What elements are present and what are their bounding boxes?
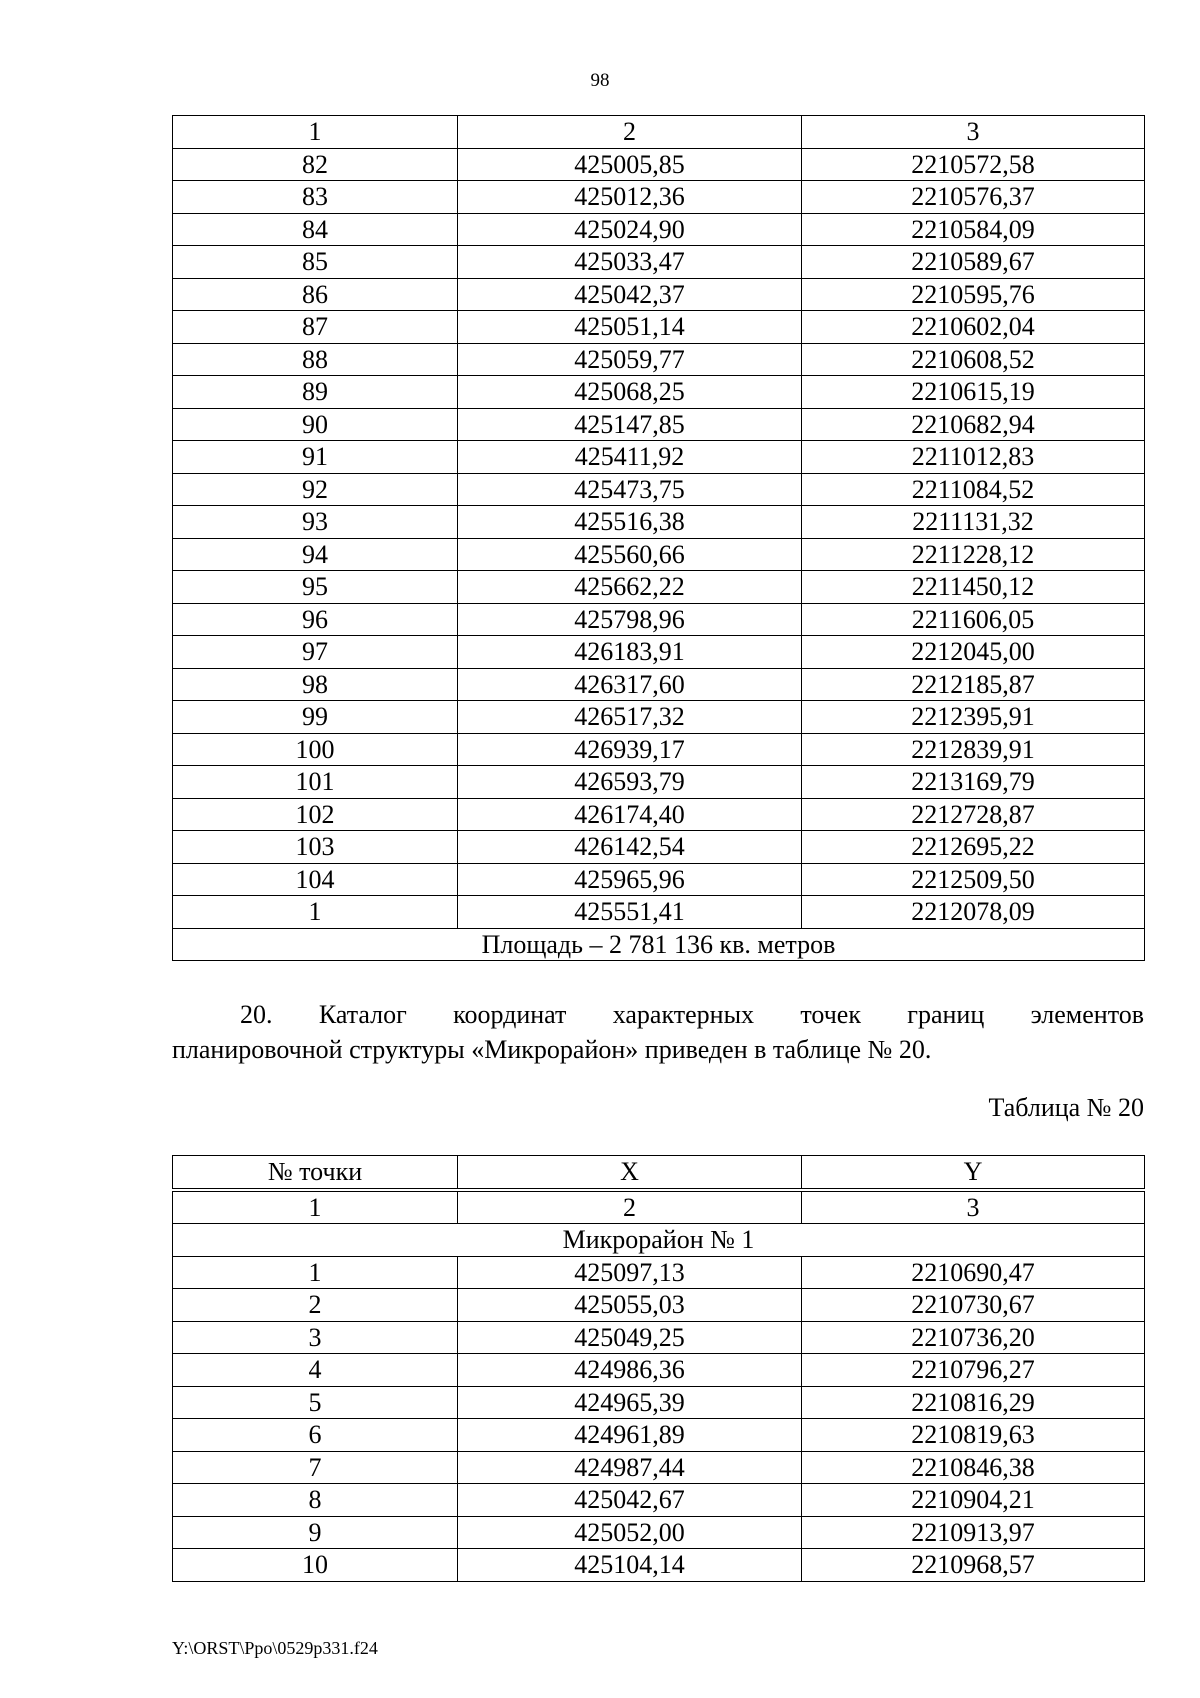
y-coordinate-cell: 2210819,63: [802, 1419, 1145, 1452]
table-row: [173, 1484, 1145, 1517]
point-number-cell: 87: [173, 311, 458, 344]
table-row: [173, 473, 1145, 506]
x-coordinate-cell: 425104,14: [458, 1549, 802, 1582]
x-coordinate-cell: 425042,67: [458, 1484, 802, 1517]
y-coordinate-cell: 2210796,27: [802, 1354, 1145, 1387]
table-row: [173, 1321, 1145, 1354]
y-coordinate-cell: 2212839,91: [802, 733, 1145, 766]
column-number-cell: 2: [458, 1190, 802, 1224]
y-coordinate-cell: 2210913,97: [802, 1516, 1145, 1549]
table-row: [173, 798, 1145, 831]
y-coordinate-cell: 2210584,09: [802, 213, 1145, 246]
area-note: Площадь – 2 781 136 кв. метров: [173, 928, 1145, 961]
table-row: [173, 1386, 1145, 1419]
x-coordinate-cell: 425049,25: [458, 1321, 802, 1354]
point-number-cell: 89: [173, 376, 458, 409]
x-coordinate-cell: 425473,75: [458, 473, 802, 506]
table-row: [173, 668, 1145, 701]
y-coordinate-cell: 2210904,21: [802, 1484, 1145, 1517]
x-coordinate-cell: 426142,54: [458, 831, 802, 864]
header-point-number: № точки: [173, 1156, 458, 1190]
y-coordinate-cell: 2212395,91: [802, 701, 1145, 734]
table-row: [173, 1451, 1145, 1484]
x-coordinate-cell: 425560,66: [458, 538, 802, 571]
y-coordinate-cell: 2212185,87: [802, 668, 1145, 701]
y-coordinate-cell: 2211450,12: [802, 571, 1145, 604]
point-number-cell: 6: [173, 1419, 458, 1452]
x-coordinate-cell: 425005,85: [458, 148, 802, 181]
y-coordinate-cell: 2210602,04: [802, 311, 1145, 344]
column-number-cell: 3: [802, 116, 1145, 149]
table-row: [173, 506, 1145, 539]
x-coordinate-cell: 425052,00: [458, 1516, 802, 1549]
y-coordinate-cell: 2211084,52: [802, 473, 1145, 506]
x-coordinate-cell: 424965,39: [458, 1386, 802, 1419]
table-row: [173, 701, 1145, 734]
y-coordinate-cell: 2210736,20: [802, 1321, 1145, 1354]
y-coordinate-cell: 2210572,58: [802, 148, 1145, 181]
x-coordinate-cell: 425012,36: [458, 181, 802, 214]
table-row: [173, 213, 1145, 246]
table-row: [173, 1516, 1145, 1549]
table-row: [173, 1289, 1145, 1322]
point-number-cell: 84: [173, 213, 458, 246]
table-row: [173, 1419, 1145, 1452]
point-number-cell: 103: [173, 831, 458, 864]
point-number-cell: 98: [173, 668, 458, 701]
point-number-cell: 95: [173, 571, 458, 604]
point-number-cell: 3: [173, 1321, 458, 1354]
catalog-paragraph: [172, 997, 1144, 1067]
column-number-cell: 1: [173, 116, 458, 149]
y-coordinate-cell: 2210589,67: [802, 246, 1145, 279]
table-column-numbers-row: [173, 1190, 1145, 1224]
section-title-row: [173, 1224, 1145, 1257]
x-coordinate-cell: 426517,32: [458, 701, 802, 734]
table-row: [173, 831, 1145, 864]
table-row: [173, 441, 1145, 474]
table-row: [173, 766, 1145, 799]
point-number-cell: 5: [173, 1386, 458, 1419]
x-coordinate-cell: 425051,14: [458, 311, 802, 344]
file-path-footer: Y:\ORST\Ppo\0529p331.f24: [172, 1638, 378, 1658]
x-coordinate-cell: 425798,96: [458, 603, 802, 636]
point-number-cell: 1: [173, 896, 458, 929]
y-coordinate-cell: 2212045,00: [802, 636, 1145, 669]
x-coordinate-cell: 425097,13: [458, 1256, 802, 1289]
coordinates-table-continued: [172, 115, 1145, 961]
table-row: [173, 376, 1145, 409]
y-coordinate-cell: 2211012,83: [802, 441, 1145, 474]
table-row: [173, 148, 1145, 181]
x-coordinate-cell: 424986,36: [458, 1354, 802, 1387]
point-number-cell: 88: [173, 343, 458, 376]
y-coordinate-cell: 2210846,38: [802, 1451, 1145, 1484]
table-row: [173, 863, 1145, 896]
point-number-cell: 92: [173, 473, 458, 506]
y-coordinate-cell: 2212695,22: [802, 831, 1145, 864]
table-row: [173, 1549, 1145, 1582]
point-number-cell: 93: [173, 506, 458, 539]
point-number-cell: 99: [173, 701, 458, 734]
y-coordinate-cell: 2212728,87: [802, 798, 1145, 831]
x-coordinate-cell: 425068,25: [458, 376, 802, 409]
table-row: [173, 1256, 1145, 1289]
x-coordinate-cell: 425965,96: [458, 863, 802, 896]
header-y: Y: [802, 1156, 1145, 1190]
page-number: 98: [590, 70, 610, 91]
y-coordinate-cell: 2210615,19: [802, 376, 1145, 409]
x-coordinate-cell: 425147,85: [458, 408, 802, 441]
area-row: [173, 928, 1145, 961]
x-coordinate-cell: 425662,22: [458, 571, 802, 604]
point-number-cell: 100: [173, 733, 458, 766]
y-coordinate-cell: 2210608,52: [802, 343, 1145, 376]
x-coordinate-cell: 426593,79: [458, 766, 802, 799]
point-number-cell: 8: [173, 1484, 458, 1517]
x-coordinate-cell: 425411,92: [458, 441, 802, 474]
paragraph-line-1: 20. Каталог координат характерных точек границ элементов: [240, 1000, 1144, 1029]
table-column-numbers-row: [173, 116, 1145, 149]
x-coordinate-cell: 425055,03: [458, 1289, 802, 1322]
table-header-row: [173, 1156, 1145, 1190]
x-coordinate-cell: 425024,90: [458, 213, 802, 246]
y-coordinate-cell: 2211228,12: [802, 538, 1145, 571]
y-coordinate-cell: 2210682,94: [802, 408, 1145, 441]
table-row: [173, 408, 1145, 441]
paragraph-line-2: планировочной структуры «Микрорайон» приведен в таблице № 20.: [172, 1035, 932, 1064]
x-coordinate-cell: 425033,47: [458, 246, 802, 279]
y-coordinate-cell: 2210576,37: [802, 181, 1145, 214]
point-number-cell: 85: [173, 246, 458, 279]
table-row: [173, 538, 1145, 571]
y-coordinate-cell: 2212509,50: [802, 863, 1145, 896]
table-row: [173, 311, 1145, 344]
point-number-cell: 101: [173, 766, 458, 799]
point-number-cell: 96: [173, 603, 458, 636]
point-number-cell: 104: [173, 863, 458, 896]
point-number-cell: 91: [173, 441, 458, 474]
table-row: [173, 733, 1145, 766]
y-coordinate-cell: 2213169,79: [802, 766, 1145, 799]
point-number-cell: 86: [173, 278, 458, 311]
table-row: [173, 636, 1145, 669]
x-coordinate-cell: 426174,40: [458, 798, 802, 831]
table-row: [173, 181, 1145, 214]
point-number-cell: 4: [173, 1354, 458, 1387]
y-coordinate-cell: 2210595,76: [802, 278, 1145, 311]
table-row: [173, 278, 1145, 311]
table-row: [173, 246, 1145, 279]
table-row: [173, 1354, 1145, 1387]
x-coordinate-cell: 425516,38: [458, 506, 802, 539]
y-coordinate-cell: 2210816,29: [802, 1386, 1145, 1419]
section-title: Микрорайон № 1: [173, 1224, 1145, 1257]
table-row: [173, 571, 1145, 604]
header-x: X: [458, 1156, 802, 1190]
point-number-cell: 10: [173, 1549, 458, 1582]
x-coordinate-cell: 424987,44: [458, 1451, 802, 1484]
table-caption: Таблица № 20: [988, 1093, 1144, 1122]
point-number-cell: 2: [173, 1289, 458, 1322]
point-number-cell: 83: [173, 181, 458, 214]
point-number-cell: 90: [173, 408, 458, 441]
point-number-cell: 9: [173, 1516, 458, 1549]
microdistrict-coordinates-table: [172, 1155, 1145, 1582]
point-number-cell: 1: [173, 1256, 458, 1289]
column-number-cell: 1: [173, 1190, 458, 1224]
x-coordinate-cell: 426317,60: [458, 668, 802, 701]
table-row: [173, 343, 1145, 376]
y-coordinate-cell: 2210968,57: [802, 1549, 1145, 1582]
y-coordinate-cell: 2211131,32: [802, 506, 1145, 539]
point-number-cell: 7: [173, 1451, 458, 1484]
table-row: [173, 896, 1145, 929]
y-coordinate-cell: 2210690,47: [802, 1256, 1145, 1289]
column-number-cell: 3: [802, 1190, 1145, 1224]
x-coordinate-cell: 426939,17: [458, 733, 802, 766]
y-coordinate-cell: 2211606,05: [802, 603, 1145, 636]
x-coordinate-cell: 425551,41: [458, 896, 802, 929]
x-coordinate-cell: 426183,91: [458, 636, 802, 669]
x-coordinate-cell: 425059,77: [458, 343, 802, 376]
x-coordinate-cell: 425042,37: [458, 278, 802, 311]
point-number-cell: 82: [173, 148, 458, 181]
column-number-cell: 2: [458, 116, 802, 149]
y-coordinate-cell: 2212078,09: [802, 896, 1145, 929]
table-row: [173, 603, 1145, 636]
point-number-cell: 97: [173, 636, 458, 669]
point-number-cell: 102: [173, 798, 458, 831]
x-coordinate-cell: 424961,89: [458, 1419, 802, 1452]
point-number-cell: 94: [173, 538, 458, 571]
y-coordinate-cell: 2210730,67: [802, 1289, 1145, 1322]
